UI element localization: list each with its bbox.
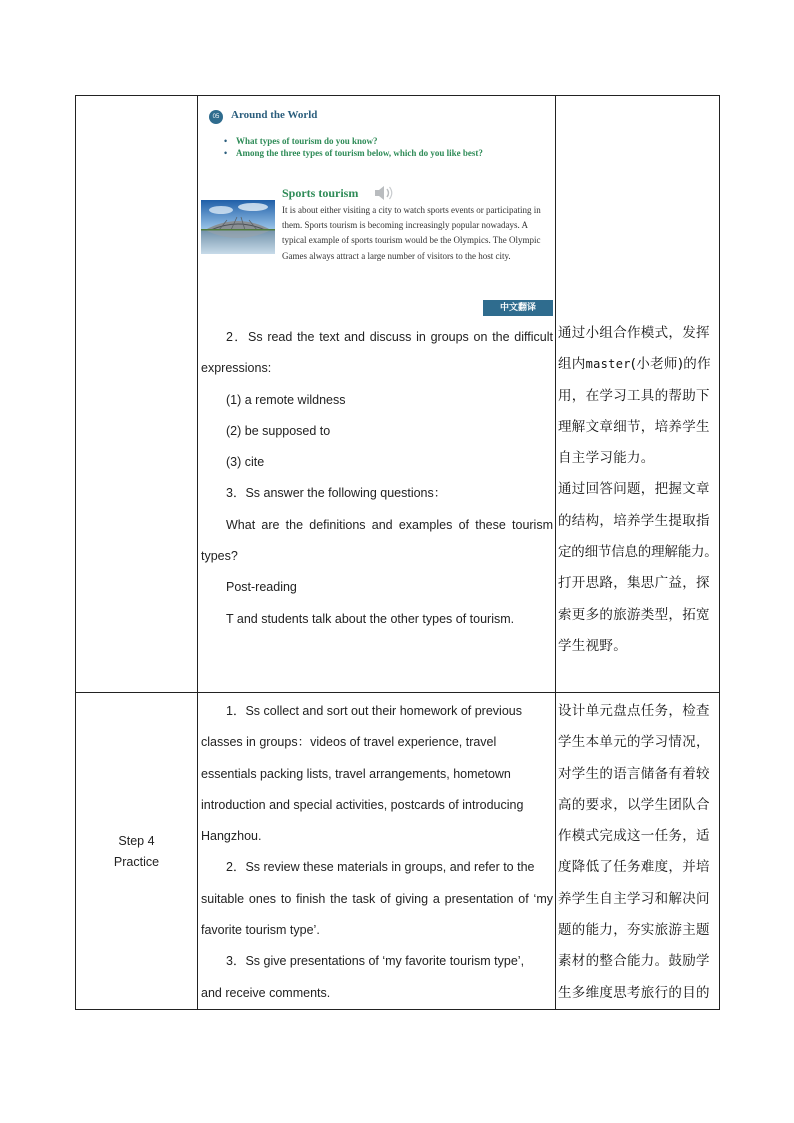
slide-number-badge: 05 [209, 110, 223, 124]
expression-item: (2) be supposed to [226, 423, 331, 438]
slide-title: Around the World [231, 109, 318, 121]
activity-text: 1．Ss collect and sort out their homework of previous classes in groups：videos of travel experience, travel essentials packing lists, travel arrangements, hometown introduction and special activities, postcards of introducing Hangzhou. 2．Ss review these materials in groups, and refer to the suitable ones to finish the task of giving a presentation of ‘my favorite tourism type’. 3．Ss give presentations of ‘my favorite tourism type’, and receive comments. [201, 704, 553, 1000]
step-cell-empty [76, 96, 198, 693]
speaker-icon[interactable] [373, 184, 395, 202]
purpose-text: 通过小组合作模式，发挥 组内master(小老师)的作 用，在学习工具的帮助下 理解文章细节，培养学生 自主学习能力。 通过回答问题，把握文章 的结构，培养学生提取指 定的细节信息的理解能力。 打开思路，集思广益，探 索更多的旅游类型，拓宽 学生视野。 [558, 325, 718, 654]
sports-tourism-paragraph: It is about either visiting a city to watch sports events or participating in them. Sports tourism is becoming increasingly popular nowadays. A typical example of sports tourism would be the Olympics. The Olympic Games always attract a large number of visitors to the host city. [282, 205, 541, 261]
activity-step-3: 3．Ss answer the following questions： [226, 486, 447, 501]
purpose-cell [556, 96, 720, 693]
activity-cell [198, 96, 556, 693]
expression-item: (3) cite [226, 455, 265, 470]
purpose-text: 设计单元盘点任务，检查 学生本单元的学习情况， 对学生的语言储备有着较 高的要求，以学生团队合 作模式完成这一任务，适 度降低了任务难度，并培 养学生自主学习和解决问 题的能力，夯实旅游主题 素材的整合能力。鼓励学 生多维度思考旅行的目的 [558, 703, 710, 1001]
stadium-photo [201, 200, 275, 254]
step-stage: Practice [113, 855, 160, 869]
activity-step-2: 2．Ss read the text and discuss in groups on the difficult [226, 330, 553, 344]
chinese-translation-button[interactable]: 中文翻译 [483, 300, 553, 316]
purpose-cell [556, 693, 720, 1010]
question-item: • What types of tourism do you know? [224, 136, 378, 146]
courseware-slide [198, 96, 555, 322]
post-reading-label: Post-reading [226, 580, 297, 595]
activity-text [198, 322, 555, 635]
question-item: • Among the three types of tourism below, which do you like best? [224, 148, 483, 158]
table-row [76, 693, 720, 1010]
sports-tourism-heading: Sports tourism [282, 186, 359, 200]
expression-item: (1) a remote wildness [226, 392, 346, 407]
activity-step-2-cont: expressions: [201, 361, 272, 376]
step-number: Step 4 [118, 834, 155, 848]
lesson-plan-table [75, 95, 720, 1010]
table-row [76, 96, 720, 693]
step-cell [76, 693, 198, 1010]
activity-cell [198, 693, 556, 1010]
question-text: What are the definitions and examples of these tourism [226, 517, 553, 532]
question-text-cont: types? [201, 549, 238, 564]
post-reading-text: T and students talk about the other types of tourism. [226, 611, 515, 626]
